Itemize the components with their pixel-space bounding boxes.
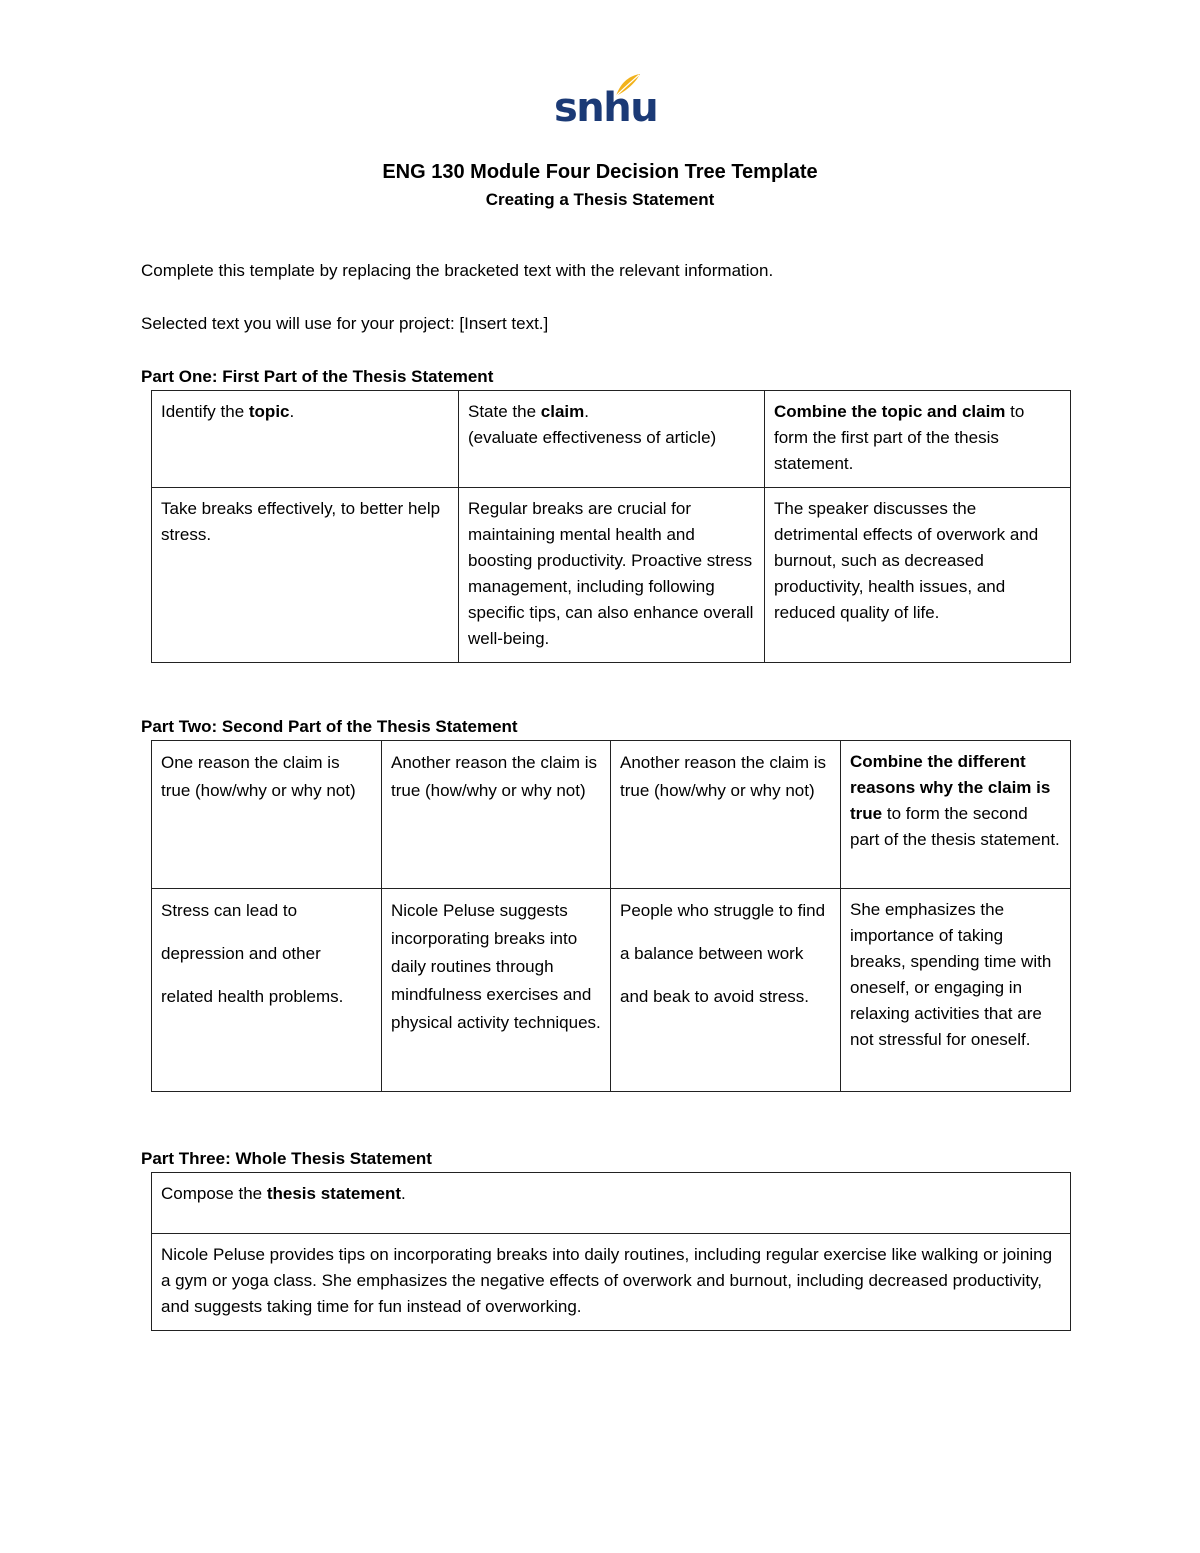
table-cell: Stress can lead to depression and other related health problems. [152, 889, 382, 1092]
table-row [152, 1234, 1071, 1331]
part-one-table [151, 390, 1071, 663]
cell-bold-text: thesis statement [266, 1184, 402, 1203]
cell-text: . [401, 1184, 406, 1203]
table-cell: She emphasizes the importance of taking breaks, spending time with oneself, or engaging in relaxing activities that are not stressful for oneself. [841, 889, 1071, 1092]
cell-text: State the [468, 402, 541, 421]
part-two-table [151, 740, 1071, 1092]
cell-text: to form the second part of the thesis statement. [850, 804, 1060, 849]
cell-text: to form the first part of the thesis statement. [774, 402, 1025, 473]
table-cell: Nicole Peluse suggests incorporating breaks into daily routines through mindfulness exercises and physical activity techniques. [382, 889, 611, 1092]
cell-bold-text: Combine the topic and claim [774, 402, 1006, 421]
snhu-logo [554, 72, 658, 134]
table-cell [152, 1173, 1071, 1234]
cell-bold-text: topic [248, 402, 290, 421]
table-cell: The speaker discusses the detrimental effects of overwork and burnout, such as decreased productivity, health issues, and reduced quality of life. [765, 488, 1071, 663]
table-cell: Another reason the claim is true (how/why or why not) [611, 741, 841, 889]
table-row [152, 1173, 1071, 1234]
cell-note: (evaluate effectiveness of article) [468, 428, 717, 447]
table-cell [765, 391, 1071, 488]
table-cell: Regular breaks are crucial for maintaining mental health and boosting productivity. Proactive stress management, including following specific tips, can also enhance overall well-being. [459, 488, 765, 663]
table-row [152, 488, 1071, 663]
part-three-heading: Part Three: Whole Thesis Statement [141, 1149, 432, 1168]
cell-text: . [584, 402, 589, 421]
table-cell [459, 391, 765, 488]
table-row [152, 889, 1071, 1092]
part-three-table [151, 1172, 1071, 1331]
cell-text: Identify the [161, 402, 249, 421]
part-two-heading: Part Two: Second Part of the Thesis Statement [141, 717, 518, 736]
document-title: ENG 130 Module Four Decision Tree Template [382, 161, 818, 183]
cell-text: . [289, 402, 295, 421]
leaf-icon [612, 72, 642, 98]
document-subtitle: Creating a Thesis Statement [485, 190, 715, 209]
part-one-heading: Part One: First Part of the Thesis Statement [141, 367, 494, 386]
thesis-answer-cell: Nicole Peluse provides tips on incorporating breaks into daily routines, including regular exercise like walking or joining a gym or yoga class. She emphasizes the negative effects of overwork and burnout, including decreased productivity, and suggests taking time for fun instead of overworking. [152, 1234, 1071, 1331]
table-cell [152, 391, 459, 488]
selected-text-line: Selected text you will use for your project: [Insert text.] [141, 314, 549, 333]
table-cell: People who struggle to find a balance between work and beak to avoid stress. [611, 889, 841, 1092]
table-row [152, 391, 1071, 488]
table-row [152, 741, 1071, 889]
table-cell: One reason the claim is true (how/why or why not) [152, 741, 382, 889]
table-cell: Another reason the claim is true (how/why or why not) [382, 741, 611, 889]
cell-bold-text: claim [540, 402, 585, 421]
cell-text: Compose the [161, 1184, 267, 1203]
table-cell: Take breaks effectively, to better help stress. [152, 488, 459, 663]
cell-bold-text: Combine the different reasons why the claim is true [850, 752, 1051, 823]
logo-wordmark: snhu [554, 85, 658, 131]
table-cell [841, 741, 1071, 889]
instructions-text: Complete this template by replacing the bracketed text with the relevant information. [141, 261, 774, 280]
